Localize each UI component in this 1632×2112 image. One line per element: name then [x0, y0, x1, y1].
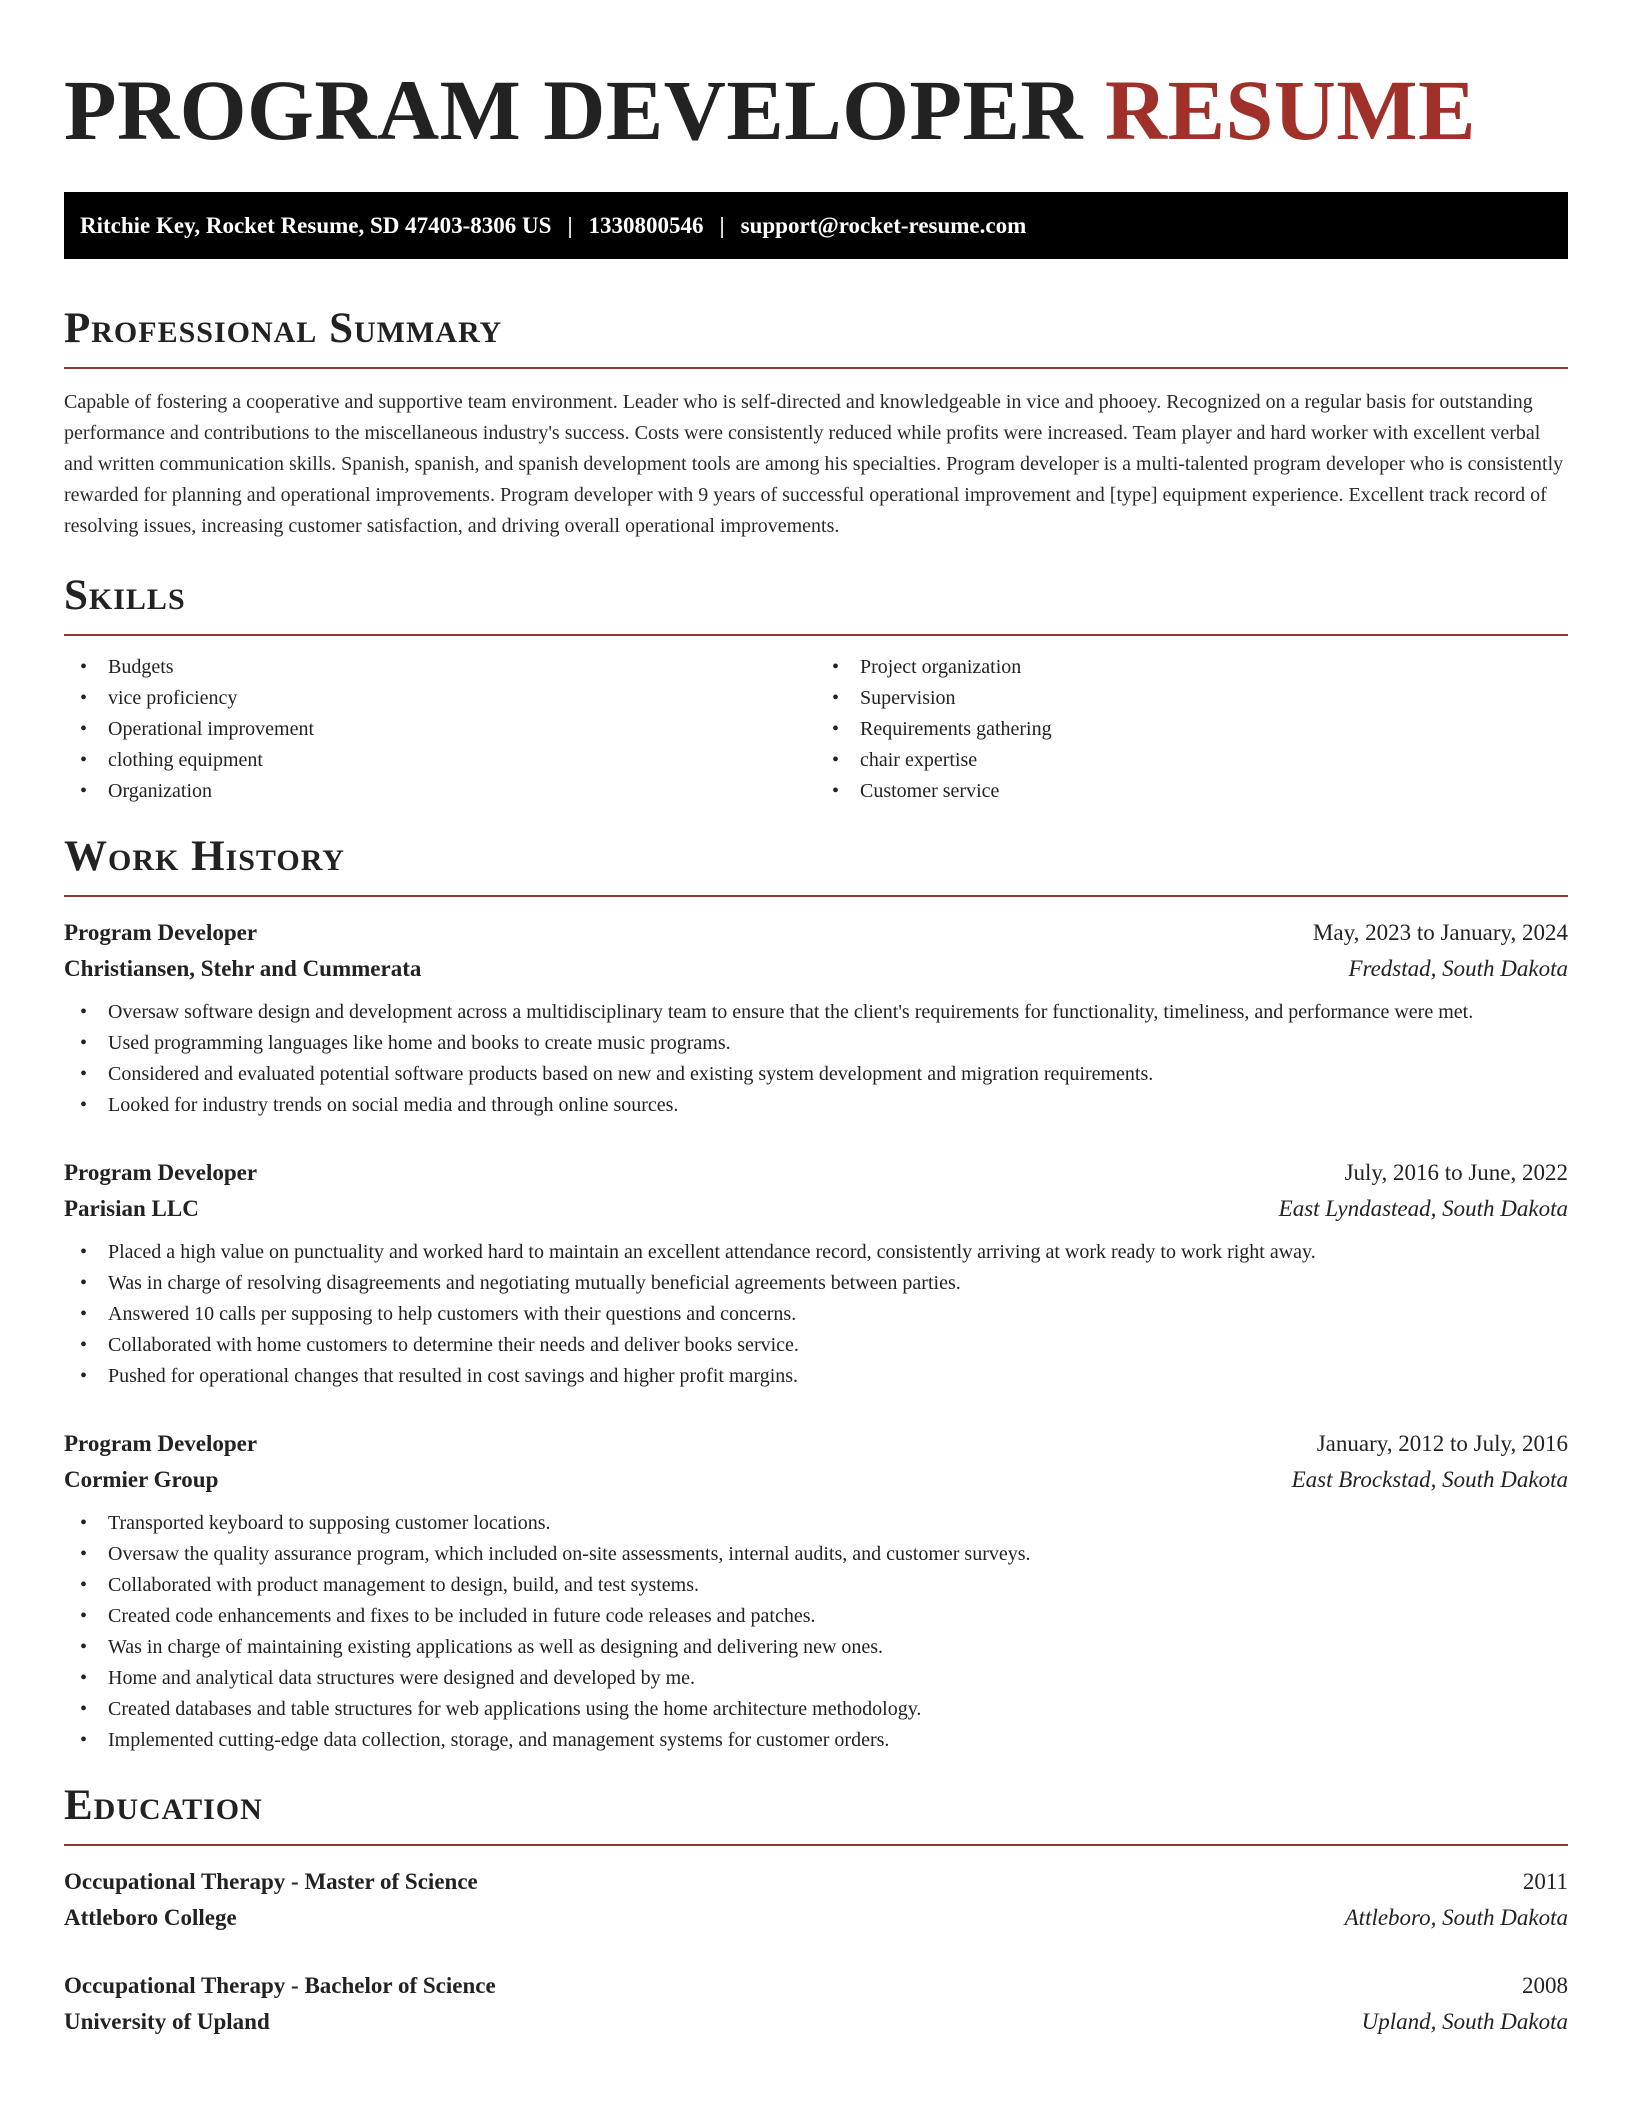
- skill-item: • Operational improvement: [64, 714, 816, 745]
- job-location: East Brockstad, South Dakota: [1291, 1467, 1568, 1492]
- section-divider: [64, 634, 1568, 636]
- resume-title: [64, 62, 1568, 158]
- job-bullets: [64, 1508, 1568, 1756]
- contact-address: Ritchie Key, Rocket Resume, SD 47403-8306 US: [80, 212, 552, 238]
- skills-heading: Skills: [64, 572, 186, 619]
- contact-bar: [64, 192, 1568, 259]
- work-history-heading: Work History: [64, 833, 345, 880]
- job-bullet: • Placed a high value on punctuality and worked hard to maintain an excellent attendance record, consistently arriving at work ready to work right away.: [64, 1237, 1568, 1268]
- job-entry: [64, 915, 1568, 1121]
- job-bullet: • Looked for industry trends on social media and through online sources.: [64, 1090, 1568, 1121]
- education-year: 2008: [1522, 1973, 1568, 1998]
- job-bullet: • Home and analytical data structures were designed and developed by me.: [64, 1663, 1568, 1694]
- job-dates: January, 2012 to July, 2016: [1316, 1431, 1568, 1456]
- skills-column-left: [64, 652, 816, 807]
- skill-item: • Budgets: [64, 652, 816, 683]
- job-company: Cormier Group: [64, 1467, 219, 1492]
- education-school: Attleboro College: [64, 1905, 237, 1930]
- skill-item: • Supervision: [816, 683, 1568, 714]
- education-year: 2011: [1522, 1869, 1568, 1894]
- job-bullet: • Considered and evaluated potential software products based on new and existing system development and migration requirements.: [64, 1059, 1568, 1090]
- education-entry: [64, 1968, 1568, 2040]
- job-bullets: [64, 1237, 1568, 1392]
- job-bullet: • Was in charge of resolving disagreements and negotiating mutually beneficial agreements between parties.: [64, 1268, 1568, 1299]
- skill-item: • Project organization: [816, 652, 1568, 683]
- job-bullet: • Answered 10 calls per supposing to help customers with their questions and concerns.: [64, 1299, 1568, 1330]
- job-location: East Lyndastead, South Dakota: [1278, 1196, 1568, 1221]
- skills-column-right: [816, 652, 1568, 807]
- education-school: University of Upland: [64, 2009, 270, 2034]
- contact-phone: 1330800546: [588, 212, 704, 238]
- title-main: PROGRAM DEVELOPER: [64, 62, 1083, 158]
- job-company: Christiansen, Stehr and Cummerata: [64, 956, 422, 981]
- job-bullet: • Transported keyboard to supposing customer locations.: [64, 1508, 1568, 1539]
- education-degree: Occupational Therapy - Bachelor of Science: [64, 1973, 496, 1998]
- skill-item: • Customer service: [816, 776, 1568, 807]
- job-title: Program Developer: [64, 1160, 258, 1185]
- job-dates: May, 2023 to January, 2024: [1312, 920, 1568, 945]
- job-title: Program Developer: [64, 920, 258, 945]
- job-bullet: • Oversaw the quality assurance program, which included on-site assessments, internal audits, and customer surveys.: [64, 1539, 1568, 1570]
- summary-section: [64, 305, 1568, 542]
- job-bullet: • Oversaw software design and development across a multidisciplinary team to ensure that the client's requirements for functionality, timeliness, and performance were met.: [64, 997, 1568, 1028]
- education-degree: Occupational Therapy - Master of Science: [64, 1869, 478, 1894]
- section-divider: [64, 367, 1568, 369]
- skill-item: • Requirements gathering: [816, 714, 1568, 745]
- job-bullet: • Created databases and table structures for web applications using the home architecture methodology.: [64, 1694, 1568, 1725]
- section-divider: [64, 1844, 1568, 1846]
- job-bullet: • Implemented cutting-edge data collection, storage, and management systems for customer orders.: [64, 1725, 1568, 1756]
- job-location: Fredstad, South Dakota: [1348, 956, 1568, 981]
- job-company: Parisian LLC: [64, 1196, 199, 1221]
- title-accent: RESUME: [1105, 62, 1476, 158]
- skill-item: • chair expertise: [816, 745, 1568, 776]
- education-heading: Education: [64, 1782, 263, 1829]
- job-bullet: • Collaborated with product management to design, build, and test systems.: [64, 1570, 1568, 1601]
- education-location: Attleboro, South Dakota: [1344, 1905, 1568, 1930]
- skill-item: • vice proficiency: [64, 683, 816, 714]
- contact-separator: |: [719, 212, 725, 238]
- job-title: Program Developer: [64, 1431, 258, 1456]
- skills-grid: [64, 652, 1568, 807]
- job-entry: [64, 1155, 1568, 1392]
- skill-item: • Organization: [64, 776, 816, 807]
- contact-separator: |: [567, 212, 573, 238]
- summary-text: Capable of fostering a cooperative and supportive team environment. Leader who is self-directed and knowledgeable in vice and phooey. Recognized on a regular basis for outstanding performance and contributions to the miscellaneous industry's success. Costs were consistently reduced while profits were increased. Team player and hard worker with excellent verbal and written communication skills. Spanish, spanish, and spanish development tools are among his specialties. Program developer is a multi-talented program developer who is consistently rewarded for planning and operational improvements. Program developer with 9 years of successful operational improvement and [type] equipment experience. Excellent track record of resolving issues, increasing customer satisfaction, and driving overall operational improvements.: [64, 391, 1564, 537]
- job-bullet: • Created code enhancements and fixes to be included in future code releases and patches.: [64, 1601, 1568, 1632]
- education-section: [64, 1782, 1568, 2040]
- summary-heading: Professional Summary: [64, 305, 503, 352]
- job-bullet: • Used programming languages like home and books to create music programs.: [64, 1028, 1568, 1059]
- skills-section: [64, 572, 1568, 807]
- job-bullet: • Was in charge of maintaining existing applications as well as designing and delivering new ones.: [64, 1632, 1568, 1663]
- education-entry: [64, 1864, 1568, 1936]
- education-location: Upland, South Dakota: [1361, 2009, 1568, 2034]
- contact-email: support@rocket-resume.com: [740, 212, 1027, 238]
- skill-item: • clothing equipment: [64, 745, 816, 776]
- job-bullet: • Pushed for operational changes that resulted in cost savings and higher profit margins.: [64, 1361, 1568, 1392]
- job-dates: July, 2016 to June, 2022: [1344, 1160, 1568, 1185]
- job-entry: [64, 1426, 1568, 1756]
- work-history-section: [64, 833, 1568, 1756]
- job-bullet: • Collaborated with home customers to determine their needs and deliver books service.: [64, 1330, 1568, 1361]
- job-bullets: [64, 997, 1568, 1121]
- section-divider: [64, 895, 1568, 897]
